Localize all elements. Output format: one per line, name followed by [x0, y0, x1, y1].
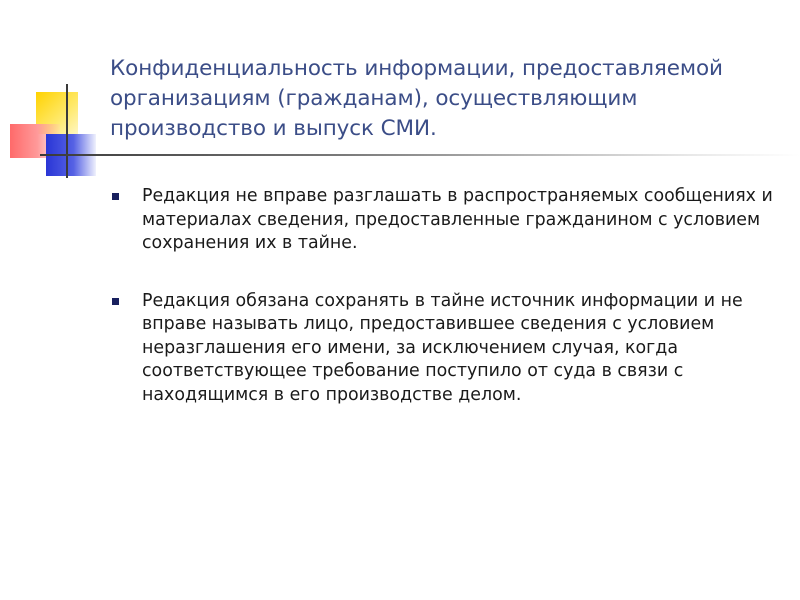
- bullet-item: [110, 185, 782, 256]
- slide-title: Конфиденциальность информации, предоставляемой организациям (гражданам), осуществляющим производство и выпуск СМИ.: [110, 56, 723, 141]
- vertical-rule: [66, 84, 68, 178]
- square-bullet-icon: [112, 193, 119, 200]
- bullet-list: [110, 185, 782, 441]
- bullet-text: Редакция обязана сохранять в тайне источник информации и не вправе называть лицо, предоставившее сведения с условием неразглашения его имени, за исключением случая, когда соответствующее требование поступило от суда в связи с находящимся в его производстве делом.: [142, 290, 743, 405]
- bullet-text: Редакция не вправе разглашать в распространяемых сообщениях и материалах сведения, предоставленные гражданином с условием сохранения их в тайне.: [142, 186, 773, 253]
- title-underline-rule: [40, 154, 800, 156]
- bullet-item: [110, 290, 782, 408]
- square-bullet-icon: [112, 298, 119, 305]
